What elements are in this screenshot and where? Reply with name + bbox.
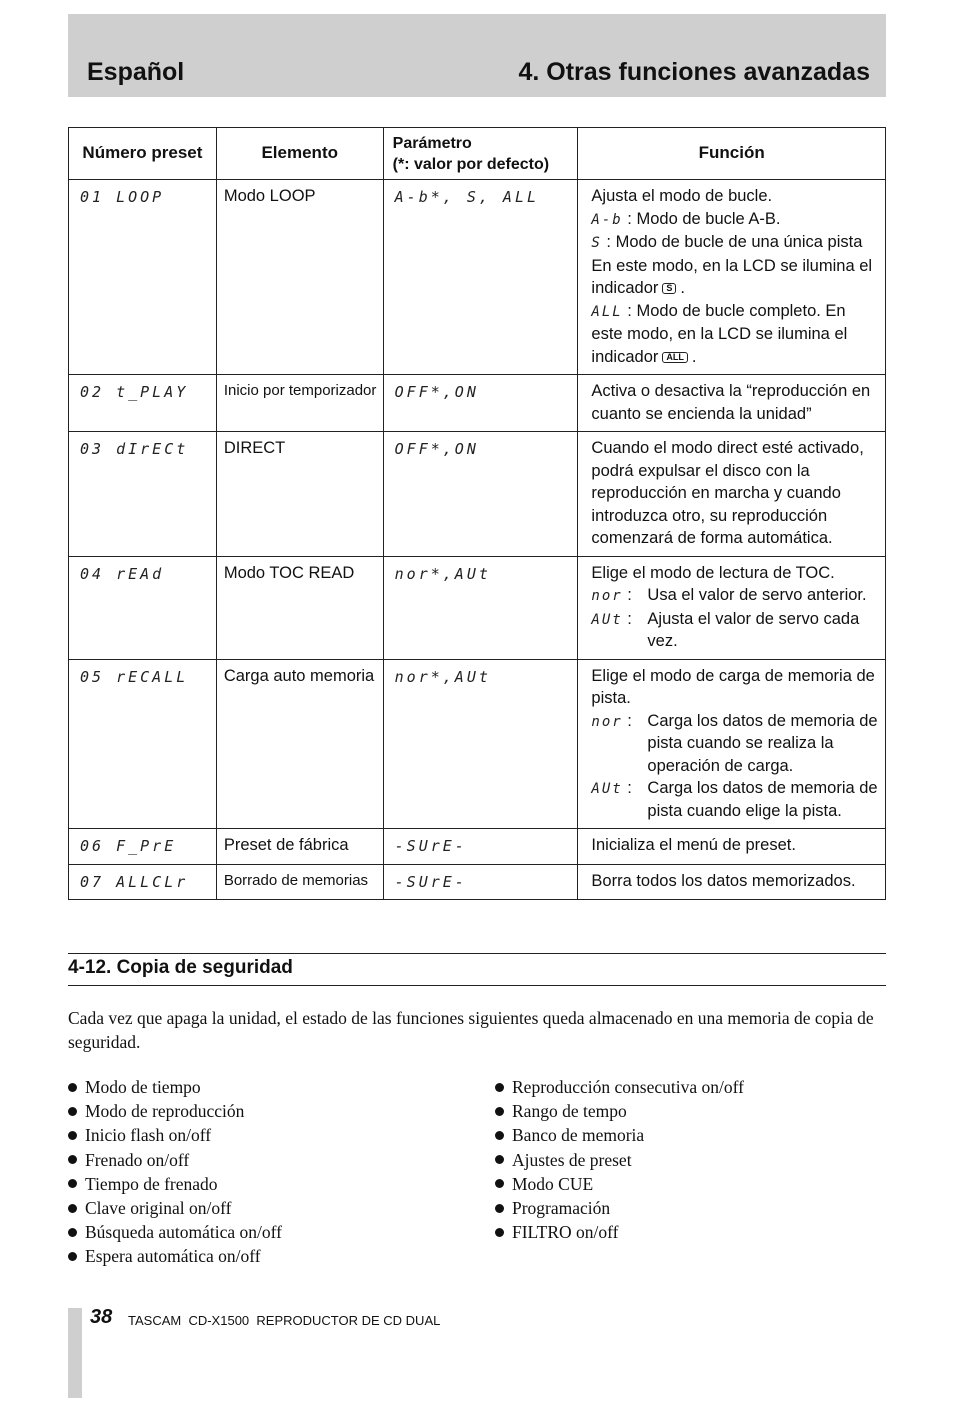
list-item: Espera automática on/off xyxy=(68,1244,282,1268)
preset-table xyxy=(68,127,886,900)
preset-element: DIRECT xyxy=(216,432,383,557)
bullet-icon xyxy=(495,1107,504,1116)
list-item: Tiempo de frenado xyxy=(68,1172,282,1196)
list-item: Programación xyxy=(495,1196,744,1220)
preset-code: 03 dIrECt xyxy=(69,432,217,557)
single-loop-indicator-icon: S xyxy=(662,283,676,294)
list-item: Modo de reproducción xyxy=(68,1099,282,1123)
preset-code: 02 t_PLAY xyxy=(69,375,217,432)
preset-element: Carga auto memoria xyxy=(216,659,383,829)
preset-element: Preset de fábrica xyxy=(216,829,383,865)
section-intro: Cada vez que apaga la unidad, el estado de las funciones siguientes queda almacenado en una memoria de copia de seguridad. xyxy=(68,1008,874,1052)
backup-list-right xyxy=(495,1075,744,1244)
list-item: Búsqueda automática on/off xyxy=(68,1220,282,1244)
bullet-icon xyxy=(495,1228,504,1237)
section-rule-bottom xyxy=(68,985,886,986)
table-row xyxy=(69,180,886,375)
table-row xyxy=(69,829,886,865)
preset-param: OFF*,ON xyxy=(383,375,578,432)
preset-param: -SUrE- xyxy=(383,864,578,900)
preset-param: nor*,AUt xyxy=(383,556,578,659)
preset-code: 04 rEAd xyxy=(69,556,217,659)
list-item: Frenado on/off xyxy=(68,1148,282,1172)
list-item: Clave original on/off xyxy=(68,1196,282,1220)
preset-element: Modo TOC READ xyxy=(216,556,383,659)
list-item: Reproducción consecutiva on/off xyxy=(495,1075,744,1099)
list-item: Banco de memoria xyxy=(495,1123,744,1147)
table-row xyxy=(69,659,886,829)
preset-function: Elige el modo de lectura de TOC. nor : Usa el valor de servo anterior. AUt : Ajusta el valor de servo cada vez. xyxy=(578,556,886,659)
backup-list-left xyxy=(68,1075,282,1269)
footer-bar xyxy=(68,1308,82,1398)
preset-param: OFF*,ON xyxy=(383,432,578,557)
preset-element: Inicio por temporizador xyxy=(216,375,383,432)
bullet-icon xyxy=(495,1083,504,1092)
all-loop-indicator-icon: ALL xyxy=(662,352,688,363)
section-rule-top xyxy=(68,953,886,954)
section-title: 4-12. Copia de seguridad xyxy=(68,957,293,978)
preset-code: 06 F_PrE xyxy=(69,829,217,865)
list-item: Modo CUE xyxy=(495,1172,744,1196)
preset-function: Borra todos los datos memorizados. xyxy=(578,864,886,900)
preset-param: A-b*, S, ALL xyxy=(383,180,578,375)
table-row xyxy=(69,556,886,659)
preset-function: Ajusta el modo de bucle. A-b : Modo de bucle A-B. S : Modo de bucle de una única pista En este modo, en la LCD se ilumina el indicador S . ALL : Modo de bucle completo. En este modo, en la LCD se ilumina el indicador ALL . xyxy=(578,180,886,375)
bullet-icon xyxy=(68,1083,77,1092)
preset-code: 01 LOOP xyxy=(69,180,217,375)
bullet-icon xyxy=(495,1155,504,1164)
preset-function: Elige el modo de carga de memoria de pista. nor : Carga los datos de memoria de pista cuando se realiza la operación de carga. AUt : Carga los datos de memoria de pista cuando elige la pista. xyxy=(578,659,886,829)
list-item: Rango de tempo xyxy=(495,1099,744,1123)
bullet-icon xyxy=(68,1107,77,1116)
bullet-icon xyxy=(68,1131,77,1140)
list-item: Ajustes de preset xyxy=(495,1148,744,1172)
header-element: Elemento xyxy=(216,128,383,180)
table-row xyxy=(69,375,886,432)
bullet-icon xyxy=(68,1179,77,1188)
header-function: Función xyxy=(578,128,886,180)
header-number: Número preset xyxy=(69,128,217,180)
footer-text: TASCAM CD-X1500 REPRODUCTOR DE CD DUAL xyxy=(128,1313,441,1328)
table-header-row xyxy=(69,128,886,180)
bullet-icon xyxy=(495,1204,504,1213)
table-row xyxy=(69,432,886,557)
bullet-icon xyxy=(68,1204,77,1213)
list-item: Inicio flash on/off xyxy=(68,1123,282,1147)
preset-code: 05 rECALL xyxy=(69,659,217,829)
preset-function: Inicializa el menú de preset. xyxy=(578,829,886,865)
bullet-icon xyxy=(495,1131,504,1140)
preset-element: Modo LOOP xyxy=(216,180,383,375)
bullet-icon xyxy=(68,1228,77,1237)
list-item: FILTRO on/off xyxy=(495,1220,744,1244)
page-number: 38 xyxy=(90,1306,113,1328)
preset-code: 07 ALLCLr xyxy=(69,864,217,900)
preset-function: Activa o desactiva la “reproducción en cuanto se encienda la unidad” xyxy=(578,375,886,432)
language-label: Español xyxy=(87,58,185,86)
bullet-icon xyxy=(68,1252,77,1261)
header-param: Parámetro (*: valor por defecto) xyxy=(383,128,578,180)
preset-element: Borrado de memorias xyxy=(216,864,383,900)
preset-param: -SUrE- xyxy=(383,829,578,865)
preset-param: nor*,AUt xyxy=(383,659,578,829)
bullet-icon xyxy=(495,1179,504,1188)
table-row xyxy=(69,864,886,900)
chapter-title: 4. Otras funciones avanzadas xyxy=(518,58,870,86)
page-header xyxy=(68,14,886,97)
preset-function: Cuando el modo direct esté activado, podrá expulsar el disco con la reproducción en marcha y cuando introduzca otro, su reproducción comenzará de forma automática. xyxy=(578,432,886,557)
bullet-icon xyxy=(68,1155,77,1164)
list-item: Modo de tiempo xyxy=(68,1075,282,1099)
